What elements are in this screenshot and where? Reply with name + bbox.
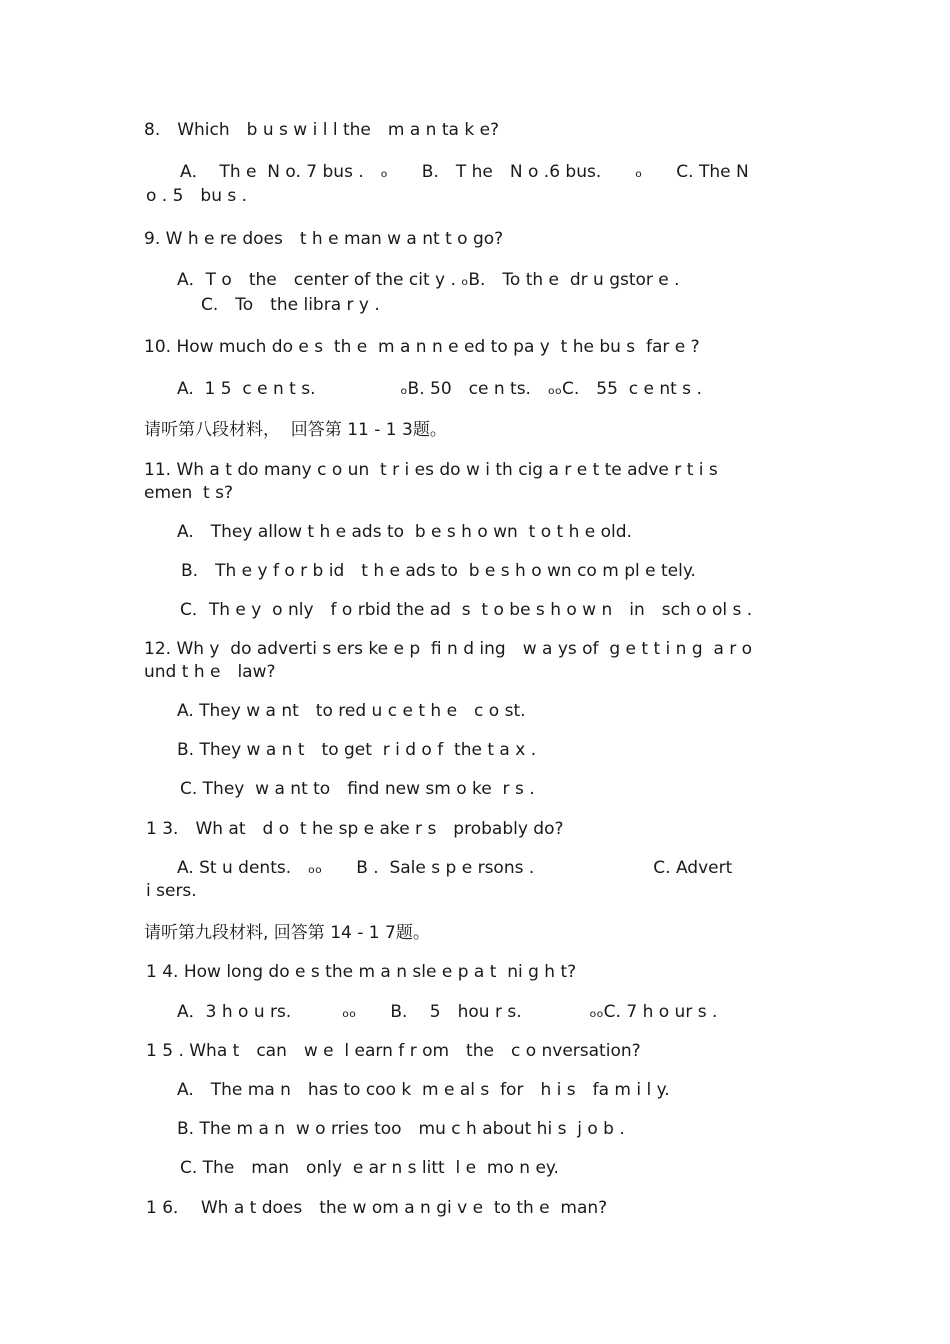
question-11-option-c: C．Th e y o nly f o rbid the ad s t o be s h o w n in sch o ol s . [180,600,753,620]
question-10: 10. How much do e s th e m a n n e ed to pa y t he bu s far e ? [144,337,700,357]
question-9-option-c: C. To the libra r y . [201,295,380,315]
question-15-option-c: C. The man only e ar n s litt l e mo n ey. [180,1158,559,1178]
question-12-option-a: A. They w a nt to red u c e t h e c o st. [177,701,526,721]
question-15-option-b: B. The m a n w o rries too mu c h about hi s j o b . [177,1119,625,1139]
question-11: 11. Wh a t do many c o un t r i es do w i th cig a r e t te adve r t i s [144,460,718,480]
question-10-options: A. 1 5 c e n t s. ₒB. 50 ce n ts. ₒₒC. 55 c e nt s . [177,379,702,399]
question-11-option-b: B. Th e y f o r b id t h e ads to b e s h o wn co m pl e tely. [181,561,696,581]
question-9-options: A．T o the center of the cit y . ₒB. To th e dr u gstor e . [177,270,680,290]
section-8-instruction: 请听第八段材料， 回答第 11 - 1 3题。 [144,420,447,440]
question-9: 9. W h e re does t h e man w a nt t o go? [144,229,504,249]
question-12-option-c: C. They w a nt to find new sm o ke r s . [180,779,535,799]
question-8-options: A． Th e N o. 7 bus . ₒ B. T he N o .6 bus. ₒ C. The N [180,162,749,182]
question-16: 1 6． Wh a t does the w om a n gi v e to th e man? [146,1198,608,1218]
question-13: 1 3. Wh at d o t he sp e ake r s probably do? [146,819,564,839]
question-13-options: A. St u dents. ₒₒ B . Sale s p e rsons . C. Advert [177,858,733,878]
question-14: 1 4. How long do e s the m a n sle e p a t ni g h t? [146,962,577,982]
question-11-option-a: A. They allow t h e ads to b e s h o wn t o t h e old. [177,522,632,542]
question-12-option-b: B. They w a n t to get r i d o f the t a x . [177,740,537,760]
question-13-options-cont: i sers. [146,881,197,901]
question-8: 8. Which b u s w i l l the m a n ta k e? [144,120,500,140]
question-15: 1 5 . Wha t can w e l earn f r om the c o nversation? [146,1041,641,1061]
question-14-options: A．3 h o u rs. ₒₒ B. 5 hou r s. ₒₒC. 7 h o ur s . [177,1002,718,1022]
section-9-instruction: 请听第九段材料, 回答第 14 - 1 7题。 [144,923,430,943]
question-15-option-a: A. The ma n has to coo k m e al s for h i s fa m i l y. [177,1080,670,1100]
question-8-options-cont: o . 5 bu s . [146,186,248,206]
question-12-cont: und t h e law? [144,662,276,682]
question-11-cont: emen t s? [144,483,234,503]
question-12: 12. Wh y do adverti s ers ke e p fi n d ing w a ys of g e t t i n g a r o [144,639,753,659]
